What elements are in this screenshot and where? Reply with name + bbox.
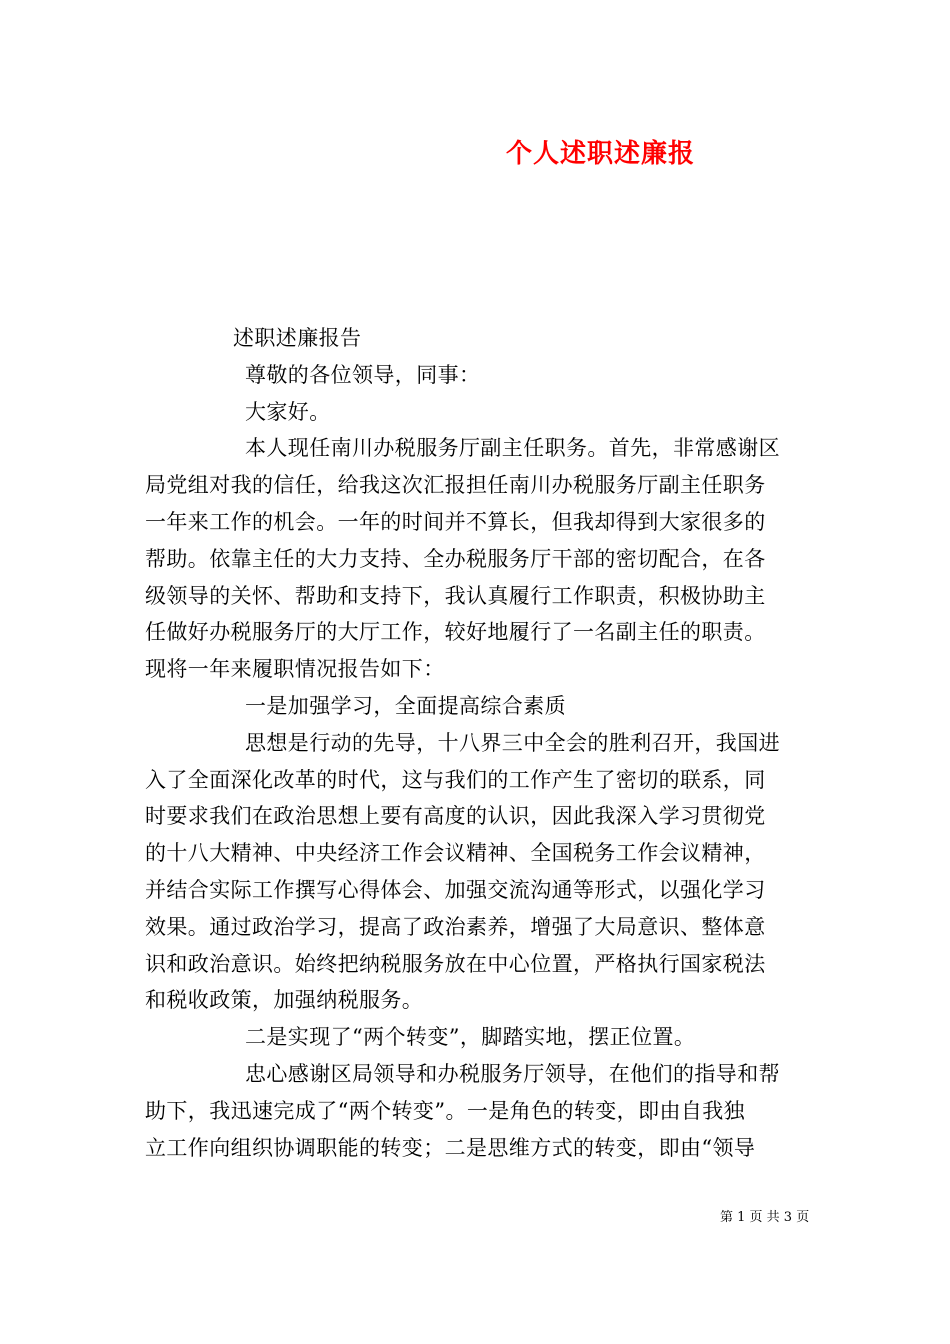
text-line: 帮助。依靠主任的大力支持、全办税服务厅干部的密切配合，在各: [145, 546, 766, 571]
document-body: [145, 320, 805, 1166]
text-line: 一年来工作的机会。一年的时间并不算长，但我却得到大家很多的: [145, 509, 766, 534]
text-line: 局党组对我的信任，给我这次汇报担任南川办税服务厅副主任职务: [145, 473, 766, 498]
text-line: 任做好办税服务厅的大厅工作，较好地履行了一名副主任的职责。: [145, 620, 766, 645]
text-line: 思想是行动的先导，十八界三中全会的胜利召开，我国进: [245, 730, 780, 755]
text-line: 和税收政策，加强纳税服务。: [145, 988, 424, 1013]
text-line: 入了全面深化改革的时代，这与我们的工作产生了密切的联系，同: [145, 767, 766, 792]
text-line: 一是加强学习，全面提高综合素质: [245, 693, 566, 718]
text-line: 的十八大精神、中央经济工作会议精神、全国税务工作会议精神，: [145, 841, 766, 866]
text-line: 时要求我们在政治思想上要有高度的认识，因此我深入学习贯彻党: [145, 804, 766, 829]
text-line: 识和政治意识。始终把纳税服务放在中心位置，严格执行国家税法: [145, 951, 766, 976]
text-line: 助下，我迅速完成了“两个转变”。一是角色的转变，即由自我独: [145, 1098, 746, 1123]
text-line: 级领导的关怀、帮助和支持下，我认真履行工作职责，积极协助主: [145, 583, 766, 608]
text-line: 述职述廉报告: [233, 326, 362, 350]
text-line: 大家好。: [245, 399, 331, 424]
text-line: 尊敬的各位领导，同事：: [245, 362, 481, 387]
text-line: 效果。通过政治学习，提高了政治素养，增强了大局意识、整体意: [145, 914, 766, 939]
text-line: 忠心感谢区局领导和办税服务厅领导，在他们的指导和帮: [245, 1061, 780, 1086]
text-line: 本人现任南川办税服务厅副主任职务。首先，非常感谢区: [245, 436, 780, 461]
text-line: 并结合实际工作撰写心得体会、加强交流沟通等形式，以强化学习: [145, 877, 766, 902]
page-number-footer: 第 1 页 共 3 页: [720, 1210, 810, 1225]
text-line: 二是实现了“两个转变”，脚踏实地，摆正位置。: [245, 1025, 696, 1050]
document-title: 个人述职述廉报: [506, 139, 696, 169]
text-line: 现将一年来履职情况报告如下：: [145, 657, 445, 682]
text-line: 立工作向组织协调职能的转变；二是思维方式的转变，即由“领导: [145, 1135, 756, 1160]
